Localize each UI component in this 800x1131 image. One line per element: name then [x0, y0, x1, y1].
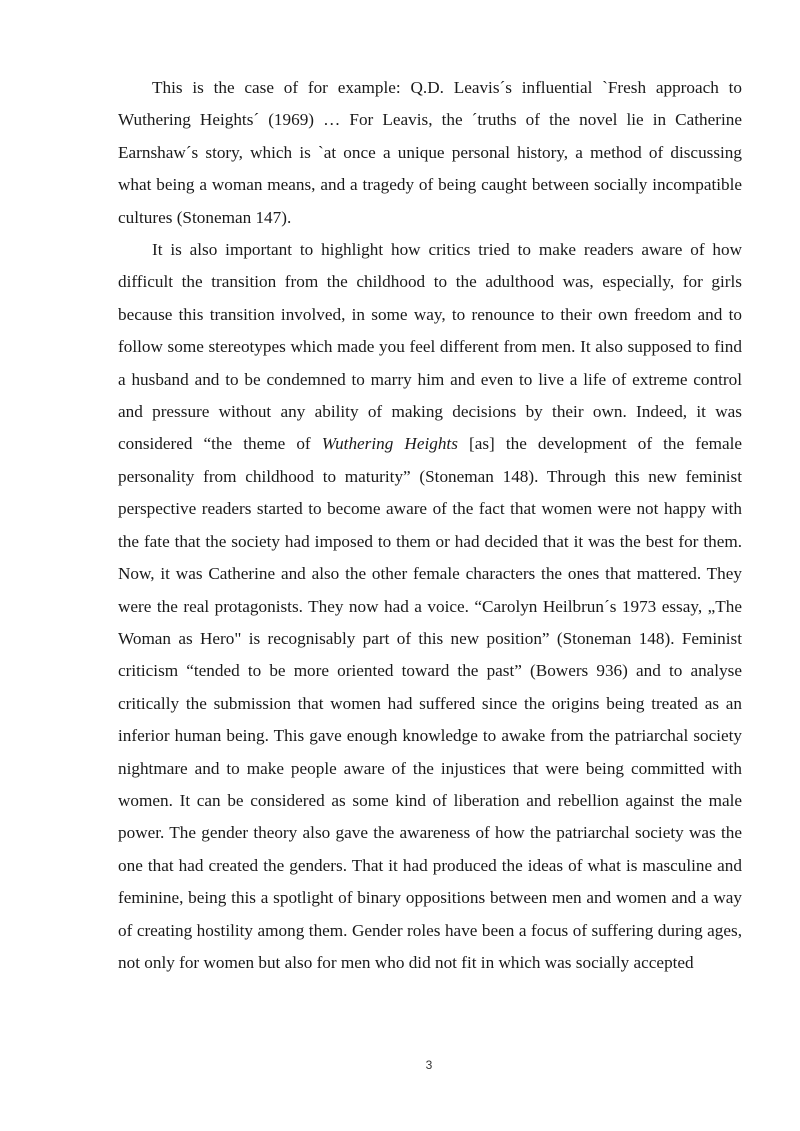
paragraph-leavis [118, 72, 742, 234]
page-number: 3 [425, 1058, 433, 1072]
paragraph-1-text: This is the case of for example: Q.D. Leavis´s influential `Fresh approach to Wuthering Heights´ (1969) … For Leavis, the ´truths of the novel lie in Catherine Earnshaw´s story, which is `at once a unique personal history, a method of discussing what being a woman means, and a tragedy of being caught between socially incompatible cultures (Stoneman 147). [118, 78, 742, 227]
document-page [118, 72, 742, 979]
book-title-italic: Wuthering Heights [321, 434, 458, 454]
paragraph-2-text-rest: [as] the development of the female personality from childhood to maturity” (Stoneman 148). Through this new feminist perspective readers started to become aware of the fact that women were not happy with the fate that the society had imposed to them or had decided that it was the best for them. Now, it was Catherine and also the other female characters the ones that mattered. They were the real protagonists. They now had a voice. “Carolyn Heilbrun´s 1973 essay, „The Woman as Hero" is recognisably part of this new position” (Stoneman 148). Feminist criticism “tended to be more oriented toward the past” (Bowers 936) and to analyse critically the submission that women had suffered since the origins being treated as an inferior human being. This gave enough knowledge to awake from the patriarchal society nightmare and to make people aware of the injustices that were being committed with women. It can be considered as some kind of liberation and rebellion against the male power. The gender theory also gave the awareness of how the patriarchal society was the one that had created the genders. That it had produced the ideas of what is masculine and feminine, being this a spotlight of binary oppositions between men and women and a way of creating hostility among them. Gender roles have been a focus of suffering during ages, not only for women but also for men who did not fit in which was socially accepted [118, 434, 742, 972]
paragraph-feminist-criticism [118, 234, 742, 979]
paragraph-2-text-start: It is also important to highlight how critics tried to make readers aware of how difficult the transition from the childhood to the adulthood was, especially, for girls because this transition involved, in some way, to renounce to their own freedom and to follow some stereotypes which made you feel different from men. It also supposed to find a husband and to be condemned to marry him and even to live a life of extreme control and pressure without any ability of making decisions by their own. Indeed, it was considered “the theme of [118, 240, 742, 454]
